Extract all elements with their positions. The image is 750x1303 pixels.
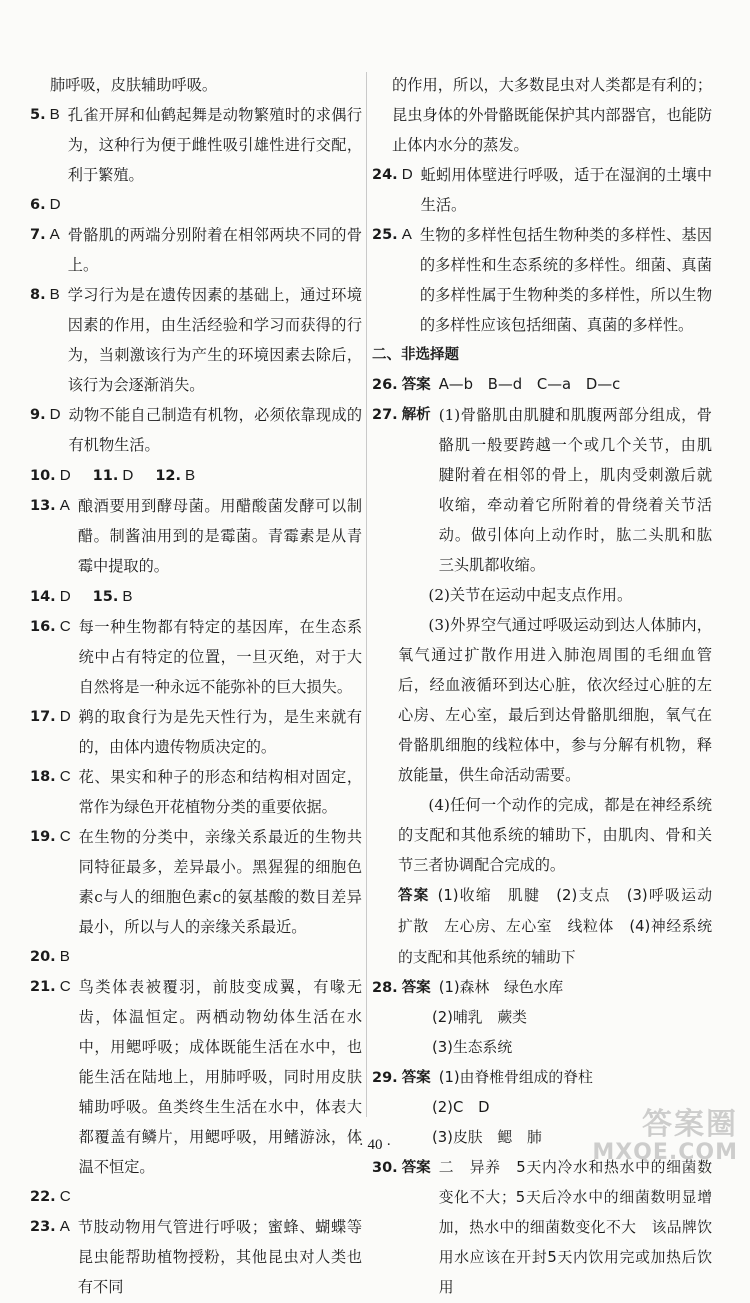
explanation: 学习行为是在遗传因素的基础上，通过环境因素的作用，由生活经验和学习而获得的行为，当刺激该行为产生的环境因素去除后，该行为会逐渐消失。: [67, 286, 362, 394]
question-number: 24.: [372, 167, 398, 183]
watermark-url: MXQE.COM: [592, 1140, 738, 1165]
answer-item-18: [30, 762, 362, 822]
question-number: 14.: [30, 589, 56, 605]
answer-item-23: [30, 1212, 362, 1302]
analysis-paragraph-3: (3)外界空气通过呼吸运动到达人体肺内，氧气通过扩散作用进入肺泡周围的毛细血管后，经血液循环到达心脏，依次经过心脏的左心房、左心室，最后到达骨骼肌细胞，氧气在骨骼肌细胞的线粒体中，参与分解有机物，释放能量，供生命活动需要。: [398, 616, 712, 784]
answer-tag: 答案: [401, 980, 431, 996]
explanation: 孔雀开屏和仙鹤起舞是动物繁殖时的求偶行为，这种行为便于雌性吸引雄性进行交配，利于繁殖。: [67, 106, 362, 184]
left-column: [30, 70, 362, 1302]
answer-row-10-12: [30, 460, 362, 491]
explanation: 蚯蚓用体壁进行呼吸，适于在湿润的土壤中生活。: [420, 166, 712, 214]
answer-tag: 答案: [401, 1160, 431, 1176]
question-number: 6.: [30, 197, 46, 213]
answer-letter: D: [59, 588, 71, 605]
continued-text: 的作用，所以，大多数昆虫对人类都是有利的；昆虫身体的外骨骼既能保护其内部器官，也能防止体内水分的蒸发。: [392, 76, 712, 154]
page-number: · 40 ·: [358, 1137, 392, 1153]
answer-item-17: [30, 702, 362, 762]
question-number: 30.: [372, 1160, 398, 1176]
explanation: 生物的多样性包括生物种类的多样性、基因的多样性和生态系统的多样性。细菌、真菌的多样性属于生物种类的多样性，所以生物的多样性应该包括细菌、真菌的多样性。: [419, 226, 712, 334]
question-number: 8.: [30, 287, 46, 303]
answer-item-29: [372, 1063, 712, 1093]
explanation: 酿酒要用到酵母菌。用醋酸菌发酵可以制醋。制酱油用到的是霉菌。青霉素是从青霉中提取的。: [77, 497, 362, 575]
answer-letter: D: [122, 467, 134, 484]
question-number: 25.: [372, 227, 398, 243]
question-number: 5.: [30, 107, 46, 123]
question-number: 26.: [372, 377, 398, 393]
analysis-paragraph-2: (2)关节在运动中起支点作用。: [428, 586, 633, 604]
answer-item-30: [372, 1153, 712, 1303]
answer-letter: B: [59, 948, 70, 965]
answer-27-block: [372, 880, 727, 973]
answer-letter: D: [49, 196, 61, 213]
analysis-paragraph-4: (4)任何一个动作的完成，都是在神经系统的支配和其他系统的辅助下，由肌肉、骨和关节三者协调配合完成的。: [398, 796, 712, 874]
answer-letter: B: [185, 467, 196, 484]
answer-letter: A: [59, 497, 70, 514]
answer-text: (1)收缩 肌腱 (2)支点 (3)呼吸运动 扩散 左心房、左心室 线粒体 (4)神经系统的支配和其他系统的辅助下: [398, 887, 727, 966]
answer-item-25: [372, 220, 712, 340]
answer-item-24: [372, 160, 712, 220]
answer-letter: D: [401, 166, 413, 183]
explanation: 鹈的取食行为是先天性行为，是生来就有的，由体内遗传物质决定的。: [78, 708, 362, 756]
answer-line-1: (1)森林 绿色水库: [438, 979, 564, 996]
question-number: 23.: [30, 1219, 56, 1235]
question-number: 17.: [30, 709, 56, 725]
question-number: 10.: [30, 468, 56, 484]
analysis-paragraph-1: (1)骨骼肌由肌腱和肌腹两部分组成，骨骼肌一般要跨越一个或几个关节，由肌腱附着在相邻的骨上，肌肉受刺激后就收缩，牵动着它所附着的骨绕着关节活动。做引体向上动作时，肱二头肌和肱三头肌都收缩。: [438, 406, 712, 574]
answer-item-13: [30, 491, 362, 581]
question-number: 29.: [372, 1070, 398, 1086]
answer-letter: A: [401, 226, 412, 243]
question-number: 27.: [372, 407, 398, 423]
watermark-text: 答案圈: [642, 1107, 738, 1142]
answer-item-6: [30, 190, 362, 220]
question-number: 21.: [30, 979, 56, 995]
answer-letter: A: [59, 1218, 70, 1235]
explanation: 花、果实和种子的形态和结构相对固定，常作为绿色开花植物分类的重要依据。: [78, 768, 362, 816]
question-number: 13.: [30, 498, 56, 514]
answer-tag: 答案: [401, 377, 431, 393]
question-number: 9.: [30, 407, 46, 423]
analysis-tag: 解析: [401, 407, 431, 423]
column-divider: [366, 72, 367, 1117]
question-number: 20.: [30, 949, 56, 965]
answer-item-8: [30, 280, 362, 400]
answer-item-27: [372, 400, 712, 580]
question-number: 11.: [92, 468, 119, 484]
explanation: 在生物的分类中，亲缘关系最近的生物共同特征最多，差异最小。黑猩猩的细胞色素c与人的细胞色素c的氨基酸的数目差异最小，所以与人的亲缘关系最近。: [78, 828, 362, 936]
answer-row-14-15: [30, 581, 362, 612]
answer-letter: B: [49, 286, 60, 303]
answer-item-9: [30, 400, 362, 460]
answer-item-5: [30, 100, 362, 190]
explanation: 鸟类体表被覆羽，前肢变成翼，有喙无齿，体温恒定。两栖动物幼体生活在水中，用鳃呼吸；成体既能生活在水中，也能生活在陆地上，用肺呼吸，同时用皮肤辅助呼吸。鱼类终生生活在水中，体表大都覆盖有鳞片，用鳃呼吸，用鳍游泳，体温不恒定。: [78, 978, 362, 1176]
answer-letter: D: [59, 708, 71, 725]
question-number: 22.: [30, 1189, 56, 1205]
answer-item-22: [30, 1182, 362, 1212]
explanation: 每一种生物都有特定的基因库，在生态系统中占有特定的位置，一旦灭绝，对于大自然将是一种永远不能弥补的巨大损失。: [78, 618, 362, 696]
explanation: 动物不能自己制造有机物，必须依靠现成的有机物生活。: [68, 406, 362, 454]
answer-tag: 答案: [398, 888, 430, 904]
question-number: 15.: [92, 589, 119, 605]
watermark-logo: [592, 1109, 738, 1165]
answer-letter: C: [59, 618, 71, 635]
continued-text: 肺呼吸，皮肤辅助呼吸。: [50, 76, 218, 94]
answer-text: A—b B—d C—a D—c: [438, 376, 621, 393]
question-number: 18.: [30, 769, 56, 785]
section-heading: 二、非选择题: [372, 347, 459, 363]
answer-letter: C: [59, 978, 71, 995]
answer-line-1: (1)由脊椎骨组成的脊柱: [438, 1069, 593, 1086]
explanation: 节肢动物用气管进行呼吸；蜜蜂、蝴蝶等昆虫能帮助植物授粉，其他昆虫对人类也有不同: [77, 1218, 362, 1296]
answer-letter: C: [59, 828, 71, 845]
answer-tag: 答案: [401, 1070, 431, 1086]
answer-letter: B: [49, 106, 60, 123]
explanation: 骨骼肌的两端分别附着在相邻两块不同的骨上。: [67, 226, 362, 274]
question-number: 16.: [30, 619, 56, 635]
answer-line-2: (2)C D: [432, 1099, 490, 1116]
answer-item-19: [30, 822, 362, 942]
answer-letter: D: [59, 467, 71, 484]
answer-item-26: [372, 370, 712, 400]
answer-letter: B: [122, 588, 133, 605]
answer-line-3: (3)生态系统: [432, 1039, 513, 1056]
answer-letter: C: [59, 1188, 71, 1205]
answer-item-20: [30, 942, 362, 972]
answer-text: 二 异养 5天内冷水和热水中的细菌数变化不大；5天后冷水中的细菌数明显增加，热水中的细菌数变化不大 该品牌饮用水应该在开封5天内饮用完或加热后饮用: [438, 1159, 712, 1296]
question-number: 28.: [372, 980, 398, 996]
answer-letter: D: [49, 406, 61, 423]
answer-line-3: (3)皮肤 鳃 肺: [432, 1129, 542, 1146]
answer-item-7: [30, 220, 362, 280]
answer-letter: A: [49, 226, 60, 243]
answer-letter: C: [59, 768, 71, 785]
question-number: 19.: [30, 829, 56, 845]
answer-item-16: [30, 612, 362, 702]
question-number: 7.: [30, 227, 46, 243]
answer-line-2: (2)哺乳 蕨类: [432, 1009, 527, 1026]
question-number: 12.: [155, 468, 181, 484]
answer-item-28: [372, 973, 712, 1003]
